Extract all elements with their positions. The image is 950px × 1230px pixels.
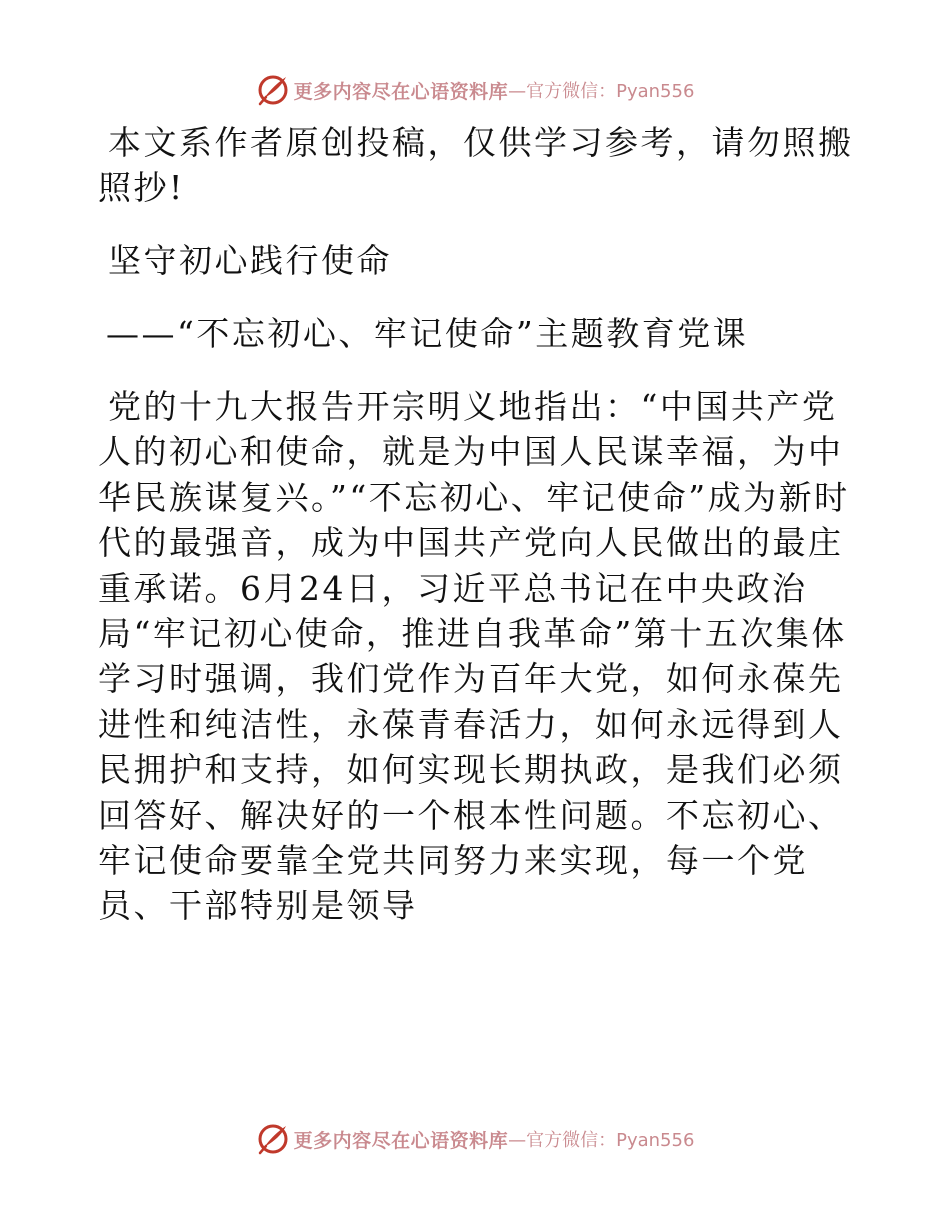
footer-watermark-text: 更多内容尽在心语资料库: [293, 1129, 509, 1152]
footer-watermark: [0, 1121, 950, 1157]
header-watermark-text: 更多内容尽在心语资料库: [293, 80, 509, 103]
red-quill-logo-icon: [256, 73, 290, 107]
footer-wechat-text: —官方微信：Pyan556: [508, 1130, 695, 1151]
header-watermark: [0, 72, 950, 108]
document-title: 坚守初心践行使命: [108, 241, 392, 280]
document-subtitle: ——“不忘初心、牢记使命”主题教育党课: [106, 314, 749, 353]
document-body: [98, 120, 858, 929]
copyright-notice: 本文系作者原创投稿，仅供学习参考，请勿照搬照抄!: [98, 123, 854, 207]
header-wechat-text: —官方微信：Pyan556: [508, 81, 695, 102]
red-quill-logo-icon: [256, 1122, 290, 1156]
body-paragraph: 党的十九大报告开宗明义地指出：“中国共产党人的初心和使命，就是为中国人民谋幸福，为中华民族谋复兴。”“不忘初心、牢记使命”成为新时代的最强音，成为中国共产党向人民做出的最庄重承诺。6月24日，习近平总书记在中央政治局“牢记初心使命，推进自我革命”第十五次集体学习时强调，我们党作为百年大党，如何永葆先进性和纯洁性，永葆青春活力，如何永远得到人民拥护和支持，如何实现长期执政，是我们必须回答好、解决好的一个根本性问题。不忘初心、牢记使命要靠全党共同努力来实现，每一个党员、干部特别是领导: [98, 387, 850, 926]
